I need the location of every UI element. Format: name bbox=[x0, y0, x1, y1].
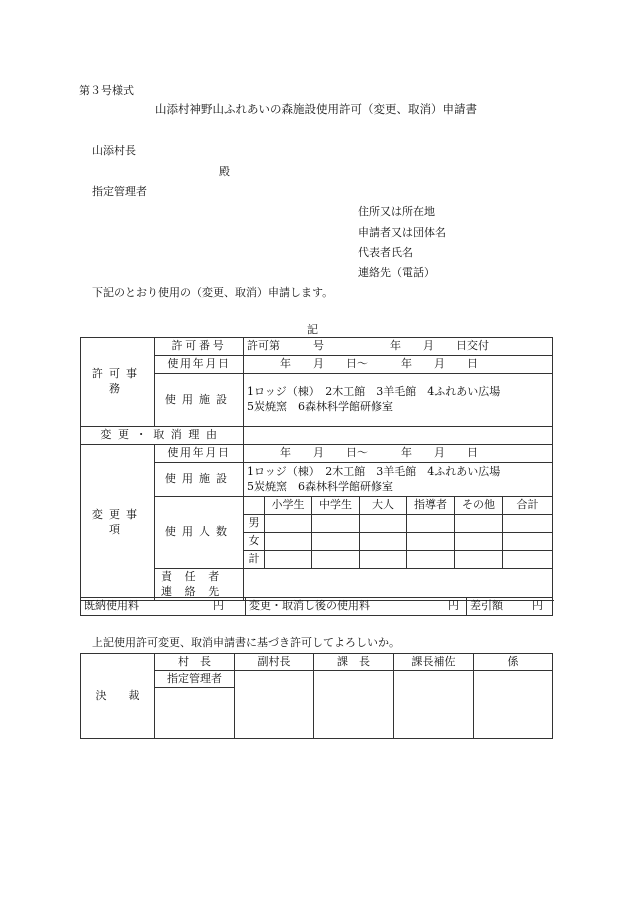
permit-date-value: 年 月 日〜 年 月 日 bbox=[244, 356, 553, 374]
people-cell bbox=[455, 515, 503, 533]
people-row-label: 女 bbox=[244, 533, 265, 551]
permit-facility-line2: 5炭焼窯 6森林科学館研修室 bbox=[247, 400, 393, 413]
change-date-label: 使用年月日 bbox=[155, 445, 244, 463]
approval-table bbox=[80, 653, 553, 739]
people-col-header: 小学生 bbox=[265, 497, 312, 515]
people-cell bbox=[360, 533, 407, 551]
people-col-header: 中学生 bbox=[312, 497, 360, 515]
change-facility-line1: 1ロッジ（棟） 2木工館 3羊毛館 4ふれあい広場 bbox=[247, 464, 501, 478]
reason-label: 変更・取消理由 bbox=[81, 427, 244, 445]
after-fee-cell bbox=[246, 598, 467, 616]
responsible-value bbox=[244, 569, 553, 601]
people-cell bbox=[265, 515, 312, 533]
sign-box-manager bbox=[155, 688, 235, 739]
people-cell bbox=[455, 551, 503, 569]
people-cell bbox=[407, 551, 455, 569]
diff-cell bbox=[467, 598, 553, 616]
contact-label: 連絡先（電話） bbox=[358, 266, 435, 279]
intro-text: 下記のとおり使用の（変更、取消）申請します。 bbox=[92, 286, 334, 299]
document-title: 山添村神野山ふれあいの森施設使用許可（変更、取消）申請書 bbox=[155, 102, 477, 116]
approval-header-mayor: 村 長 bbox=[155, 654, 235, 671]
change-facility-value bbox=[244, 463, 553, 497]
paid-fee-yen: 円 bbox=[213, 599, 224, 613]
manager-label: 指定管理者 bbox=[92, 185, 147, 198]
responsible-label-line1: 責任者 bbox=[161, 570, 232, 584]
people-label: 使用人数 bbox=[155, 497, 244, 569]
addressee: 山添村長 bbox=[92, 144, 136, 157]
application-table bbox=[80, 337, 553, 601]
form-number: 第３号様式 bbox=[79, 84, 134, 97]
people-cell bbox=[407, 533, 455, 551]
change-section-label: 変更事項 bbox=[81, 445, 155, 601]
sign-box-assistant bbox=[394, 671, 474, 739]
approval-header-staff: 係 bbox=[474, 654, 553, 671]
paid-fee-label: 既納使用料 bbox=[84, 599, 139, 613]
people-cell bbox=[455, 533, 503, 551]
permit-date-label: 使用年月日 bbox=[155, 356, 244, 374]
after-fee-label: 変更・取消し後の使用料 bbox=[249, 599, 370, 613]
applicant-name-label: 申請者又は団体名 bbox=[358, 226, 446, 239]
people-cell bbox=[503, 551, 553, 569]
paid-fee-cell bbox=[81, 598, 246, 616]
applicant-address-label: 住所又は所在地 bbox=[358, 205, 435, 218]
people-col-header: 大人 bbox=[360, 497, 407, 515]
after-fee-yen: 円 bbox=[448, 599, 459, 613]
permit-facility-label: 使用施設 bbox=[155, 374, 244, 427]
fee-table bbox=[80, 597, 553, 616]
responsible-label bbox=[155, 569, 244, 601]
permit-facility-value bbox=[244, 374, 553, 427]
ki-heading: 記 bbox=[307, 323, 318, 336]
sign-box-staff bbox=[474, 671, 553, 739]
permit-no-label: 許可番号 bbox=[155, 338, 244, 356]
approval-header-assistant: 課長補佐 bbox=[394, 654, 474, 671]
people-corner bbox=[244, 497, 265, 515]
people-cell bbox=[312, 551, 360, 569]
diff-yen: 円 bbox=[532, 599, 543, 613]
decision-label: 決 裁 bbox=[81, 654, 155, 739]
change-facility-line2: 5炭焼窯 6森林科学館研修室 bbox=[247, 479, 393, 493]
people-cell bbox=[265, 533, 312, 551]
change-date-value: 年 月 日〜 年 月 日 bbox=[244, 445, 553, 463]
honorific: 殿 bbox=[219, 165, 230, 178]
people-row-label: 男 bbox=[244, 515, 265, 533]
responsible-label-line2: 連絡先 bbox=[161, 584, 232, 598]
people-cell bbox=[312, 515, 360, 533]
permit-facility-line1: 1ロッジ（棟） 2木工館 3羊毛館 4ふれあい広場 bbox=[247, 385, 501, 399]
people-col-header: 合計 bbox=[503, 497, 553, 515]
people-cell bbox=[360, 515, 407, 533]
people-cell bbox=[503, 533, 553, 551]
people-cell bbox=[407, 515, 455, 533]
sign-box-chief bbox=[314, 671, 394, 739]
people-cell bbox=[312, 533, 360, 551]
people-cell bbox=[265, 551, 312, 569]
reason-value bbox=[244, 427, 553, 445]
people-col-header: その他 bbox=[455, 497, 503, 515]
approval-text: 上記使用許可変更、取消申請書に基づき許可してよろしいか。 bbox=[92, 636, 400, 649]
approval-header-deputy: 副村長 bbox=[235, 654, 314, 671]
permit-no-value: 許可第 号 年 月 日交付 bbox=[244, 338, 553, 356]
representative-label: 代表者氏名 bbox=[358, 246, 413, 259]
people-cell bbox=[503, 515, 553, 533]
permit-section-label: 許可事務 bbox=[81, 338, 155, 427]
manager-sign-label: 指定管理者 bbox=[155, 671, 235, 688]
people-cell bbox=[360, 551, 407, 569]
approval-header-chief: 課 長 bbox=[314, 654, 394, 671]
people-col-header: 指導者 bbox=[407, 497, 455, 515]
sign-box-deputy bbox=[235, 671, 314, 739]
people-row-label: 計 bbox=[244, 551, 265, 569]
change-facility-label: 使用施設 bbox=[155, 463, 244, 497]
diff-label: 差引額 bbox=[470, 599, 503, 613]
